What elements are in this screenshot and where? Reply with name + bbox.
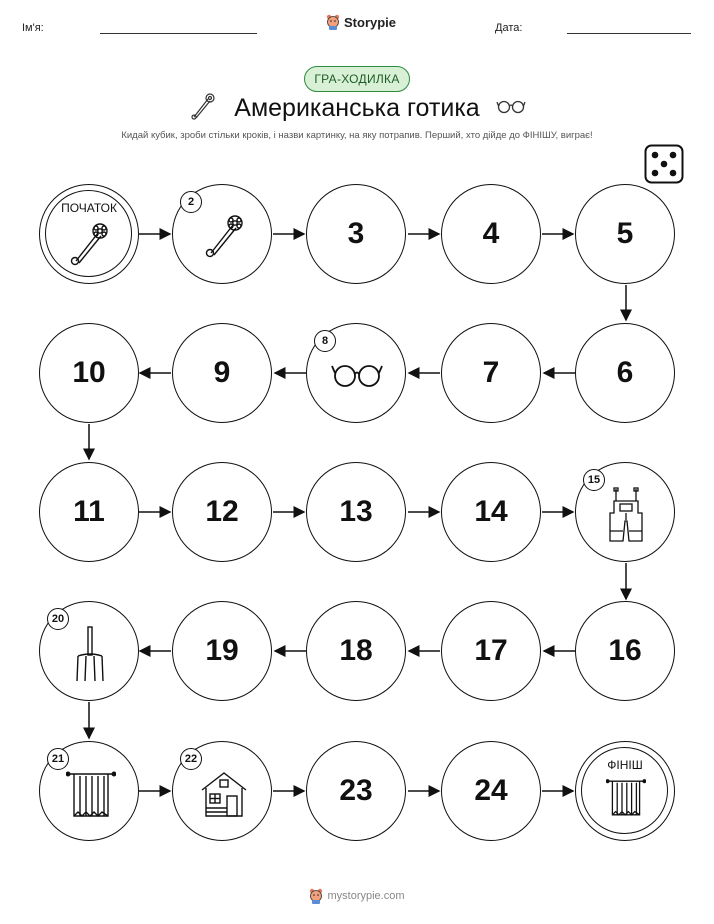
finish-label: ФІНІШ xyxy=(607,758,643,772)
date-label: Дата: xyxy=(495,22,523,34)
cell-number: 5 xyxy=(616,217,634,250)
cell-number: 13 xyxy=(339,495,373,528)
cell-number: 12 xyxy=(205,495,239,528)
cell-number: 16 xyxy=(608,634,642,667)
curtain-icon xyxy=(606,778,646,818)
cell-5 xyxy=(575,184,675,284)
cell-number: 23 xyxy=(339,774,373,807)
instructions: Кидай кубик, зроби стільки кроків, і назви картинку, на яку потрапив. Перший, хто дійде до ФІНІШУ, виграє! xyxy=(121,130,593,141)
cell-number: 11 xyxy=(73,495,105,528)
cell-finish xyxy=(575,741,675,841)
cell-number: 14 xyxy=(474,495,508,528)
name-label: Ім'я: xyxy=(22,22,44,34)
cell-number: 10 xyxy=(72,356,106,389)
overalls-icon xyxy=(606,487,646,543)
cell-3 xyxy=(306,184,406,284)
cell-start xyxy=(39,184,139,284)
brand-name: Storypie xyxy=(344,14,397,30)
start-label: ПОЧАТОК xyxy=(61,201,117,215)
cell-13 xyxy=(306,462,406,562)
cell-8-badge: 8 xyxy=(314,330,336,352)
cell-19 xyxy=(172,601,272,701)
cell-23 xyxy=(306,741,406,841)
safety-pin-icon xyxy=(203,213,245,259)
cell-number: 6 xyxy=(616,356,634,389)
cell-number: 7 xyxy=(482,356,500,389)
round-glasses-icon xyxy=(331,360,383,390)
cell-number: 18 xyxy=(339,634,373,667)
footer-url[interactable]: mystorypie.com xyxy=(327,890,405,902)
cell-12 xyxy=(172,462,272,562)
cell-number: 9 xyxy=(213,356,231,389)
cell-number: 3 xyxy=(347,217,365,250)
game-type-badge: ГРА-ХОДИЛКА xyxy=(304,66,410,92)
cell-number: 19 xyxy=(205,634,239,667)
bear-logo-icon xyxy=(309,888,323,904)
pitchfork-icon xyxy=(72,626,108,684)
safety-pin-icon xyxy=(68,221,110,267)
house-icon xyxy=(199,770,249,820)
cell-4 xyxy=(441,184,541,284)
cell-24 xyxy=(441,741,541,841)
cell-21-badge: 21 xyxy=(47,748,69,770)
cell-20-badge: 20 xyxy=(47,608,69,630)
cell-9 xyxy=(172,323,272,423)
cell-number: 4 xyxy=(482,217,500,250)
cell-22-badge: 22 xyxy=(180,748,202,770)
cell-16 xyxy=(575,601,675,701)
cell-14 xyxy=(441,462,541,562)
cell-7 xyxy=(441,323,541,423)
cell-15-badge: 15 xyxy=(583,469,605,491)
cell-17 xyxy=(441,601,541,701)
cell-10 xyxy=(39,323,139,423)
cell-number: 17 xyxy=(474,634,508,667)
cell-6 xyxy=(575,323,675,423)
title-text: Американська готика xyxy=(234,94,480,122)
footer xyxy=(0,888,714,904)
curtain-icon xyxy=(66,770,116,820)
cell-11 xyxy=(39,462,139,562)
cell-18 xyxy=(306,601,406,701)
cell-number: 24 xyxy=(474,774,508,807)
cell-2-badge: 2 xyxy=(180,191,202,213)
